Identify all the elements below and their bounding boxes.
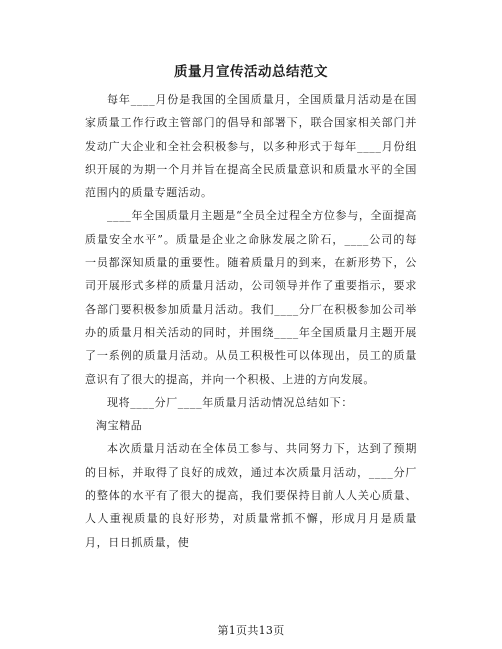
paragraph-results: 本次质量月活动在全体员工参与、共同努力下，达到了预期的目标，并取得了良好的成效，通过本次质量月活动，____分厂的整体的水平有了很大的提高，我们要保持目前人人关心质量、人人重视质量的良好形势，对质量常抓不懈，形成月月是质量月，日日抓质量，使 <box>85 442 417 549</box>
document-title: 质量月宣传活动总结范文 <box>174 64 328 80</box>
paragraph-summary-lead: 现将____分厂____年质量月活动情况总结如下： <box>107 395 353 409</box>
document-body <box>85 88 417 554</box>
paragraph-theme: ____年全国质量月主题是“全员全过程全方位参与，全面提高质量安全水平”。质量是企业之命脉发展之阶石，____公司的每一员都深知质量的重要性。随着质量月的到来，在新形势下，公司开展形式多样的质量月活动，公司领导并作了重要指示，要求各部门要积极参加质量月活动。我们____分厂在积极参加公司举办的质量月相关活动的同时，并围绕____年全国质量月主题开展了一系例的质量月活动。从员工积极性可以体现出，员工的质量意识有了很大的提高，并向一个积极、上进的方向发展。 <box>85 209 417 386</box>
paragraph-intro: 每年____月份是我国的全国质量月，全国质量月活动是在国家质量工作行政主管部门的倡导和部署下，联合国家相关部门并发动广大企业和全社会积极参与，以多种形式于每年____月份组织开展的为期一个月并旨在提高全民质量意识和质量水平的全国范围内的质量专题活动。 <box>85 93 417 200</box>
page-number-footer: 第1页共13页 <box>217 624 285 637</box>
paragraph-taobao-note: 淘宝精品 <box>96 419 143 433</box>
